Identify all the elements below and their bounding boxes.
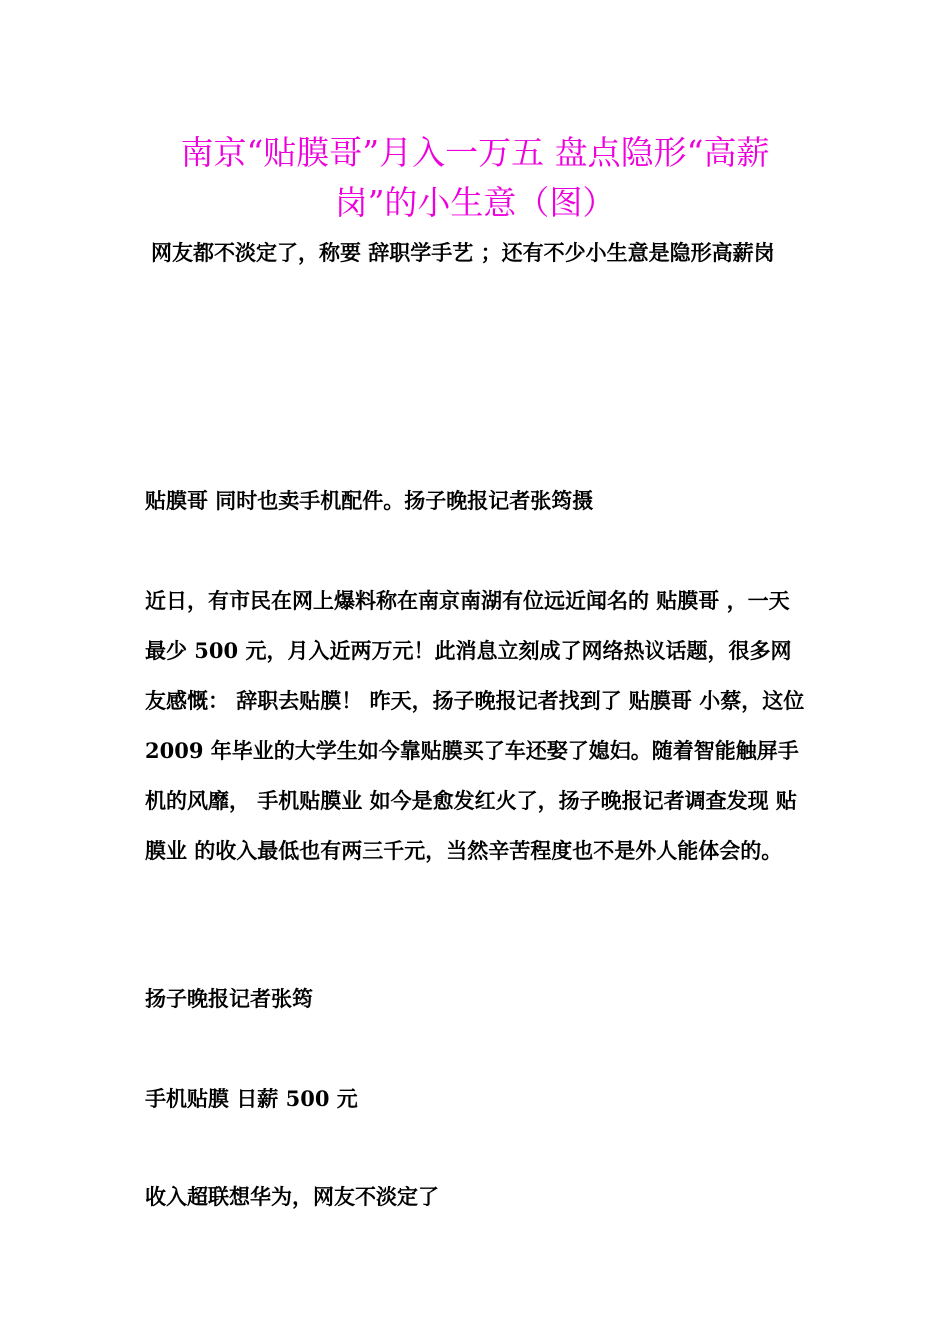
article-title: 南京“贴膜哥”月入一万五 盘点隐形“高薪岗”的小生意（图） bbox=[180, 133, 770, 222]
article-paragraph: 近日，有市民在网上爆料称在南京南湖有位远近闻名的 贴膜哥 ，一天最少 500 元，月入近两万元！此消息立刻成了网络热议话题，很多网友感慨： 辞职去贴膜！ 昨天，扬子晚报记者找到了 贴膜哥 小蔡，这位 2009 年毕业的大学生如今靠贴膜买了车还娶了媳妇。随着智能触屏手机的风靡， 手机贴膜业 如今是愈发红火了，扬子晚报记者调查发现 贴膜业 的收入最低也有两三千元，当然辛苦程度也不是外人能体会的。 bbox=[145, 588, 805, 863]
article-subtitle: 网友都不淡定了，称要 辞职学手艺 ；还有不少小生意是隐形高薪岗 bbox=[151, 240, 775, 265]
section-heading-income: 收入超联想华为，网友不淡定了 bbox=[145, 1184, 439, 1209]
photo-caption: 贴膜哥 同时也卖手机配件。扬子晚报记者张筠摄 bbox=[145, 488, 594, 513]
reporter-byline: 扬子晚报记者张筠 bbox=[145, 986, 313, 1011]
section-heading-daily-pay: 手机贴膜 日薪 500 元 bbox=[145, 1086, 358, 1111]
